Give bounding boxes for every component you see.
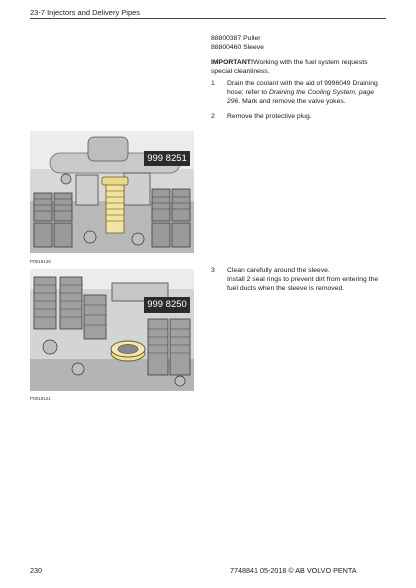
step-number: 3 [211,267,215,274]
step-text: . Mark and remove the valve yokes. [238,98,346,105]
tool-label-box [144,151,190,166]
tool-number: 999 8251 [147,153,187,164]
steps-block-1 [211,79,387,127]
steps-block-2 [211,266,387,299]
figure-caption: P0019120 [30,259,51,264]
page-header [30,8,386,19]
step-number: 1 [211,80,215,87]
figure-caption: P0019121 [30,396,51,401]
step-text: Clean carefully around the sleeve. [227,267,330,274]
step-3 [211,266,387,293]
figure-engine-sleeve [30,269,194,391]
step-text: Remove the protective plug. [227,113,312,120]
tool-line: 88800387 Puller [211,35,261,42]
step-text: Install 2 seal rings to prevent dirt from entering the fuel ducts when the sleeve is removed. [227,276,379,292]
step-1 [211,79,387,106]
special-tools-list [211,34,264,52]
tool-label-box [144,297,190,313]
tool-line: 88800460 Sleeve [211,44,264,51]
important-label: IMPORTANT! [211,59,254,66]
document-id: 7748841 05-2018 © AB VOLVO PENTA [230,566,357,575]
page-number: 230 [30,566,42,575]
step-2 [211,112,387,121]
figure-engine-puller [30,131,194,253]
important-text: Working with the fuel system requests special cleanliness. [211,59,368,75]
step-number: 2 [211,113,215,120]
cross-reference-link[interactable]: Draining the Cooling System, page 296 [227,89,374,105]
step-text: Drain the coolant with the aid of 9996049 Draining hose; refer to [227,80,378,96]
important-note [211,58,387,76]
tool-number: 999 8250 [147,299,187,310]
header-title: 23-7 Injectors and Delivery Pipes [30,8,141,17]
